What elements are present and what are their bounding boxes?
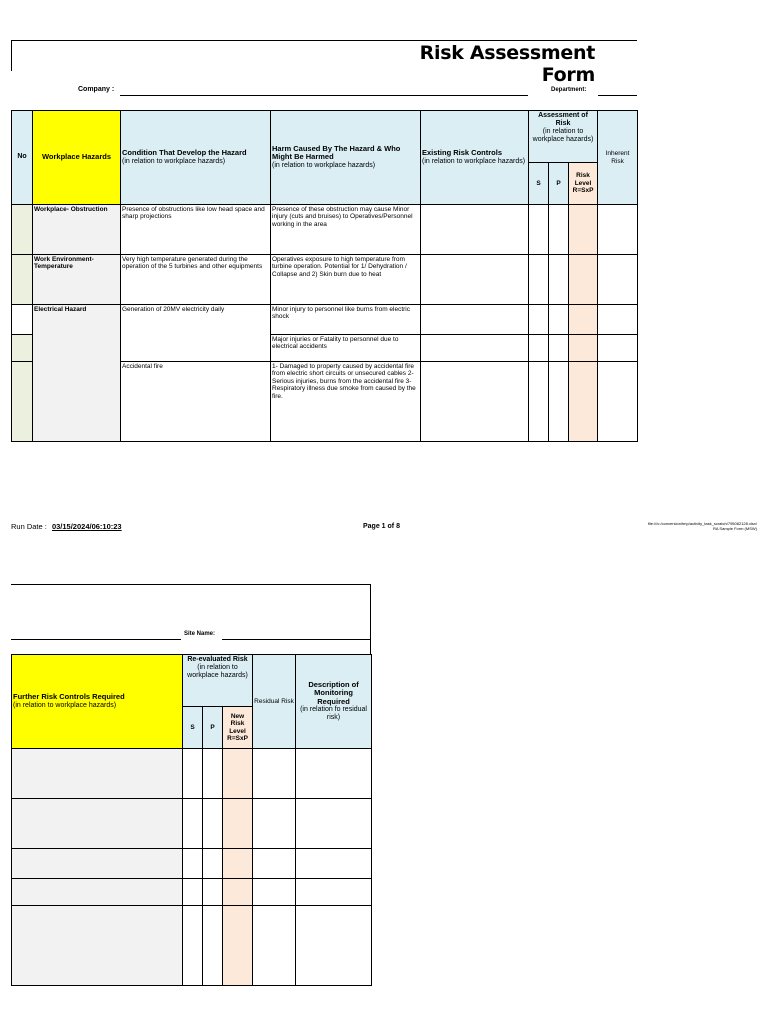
table-row xyxy=(12,799,372,849)
row-harm: 1- Damaged to property caused by accidental fire from electric short circuits or unsecured cables 2- Serious injuries, burns from the accidental fire 3- Respiratory illness due smoke from caused by the fire. xyxy=(271,362,421,442)
header-s: S xyxy=(183,707,203,749)
row-p[interactable] xyxy=(203,849,223,879)
table-row xyxy=(12,205,638,255)
page2-right-border xyxy=(370,584,371,654)
row-residual[interactable] xyxy=(253,749,296,799)
row-inherent[interactable] xyxy=(598,305,638,335)
file-path xyxy=(600,521,757,531)
row-s[interactable] xyxy=(529,205,549,255)
row-existing[interactable] xyxy=(421,205,529,255)
page-title: Risk Assessment Form xyxy=(419,42,595,86)
row-risk-level xyxy=(569,205,598,255)
row-monitoring[interactable] xyxy=(296,749,372,799)
row-s[interactable] xyxy=(529,335,549,362)
header-existing-title: Existing Risk Controls xyxy=(422,148,503,158)
row-p[interactable] xyxy=(549,205,569,255)
row-harm: Operatives exposure to high temperature from turbine operation. Potential for 1/ Dehydration / Collapse and 2) Skin burn due to heat xyxy=(271,255,421,305)
row-residual[interactable] xyxy=(253,799,296,849)
file-name-line: RA Sample Form (MSW) xyxy=(712,526,757,532)
row-condition: Generation of 20MV electricity daily xyxy=(121,305,271,362)
header-harm xyxy=(271,111,421,205)
header-further-sub: (in relation to workplace hazards) xyxy=(13,701,117,709)
company-label: Company : xyxy=(78,86,115,93)
row-harm: Major injuries or Fatality to personnel due to electrical accidents xyxy=(271,335,421,362)
header-further-controls xyxy=(12,655,183,749)
title-border xyxy=(11,40,12,71)
row-existing[interactable] xyxy=(421,362,529,442)
row-risk-level xyxy=(569,255,598,305)
row-new-risk xyxy=(223,906,253,986)
table-row xyxy=(12,305,638,335)
row-risk-level xyxy=(569,335,598,362)
row-p[interactable] xyxy=(203,906,223,986)
header-existing-controls xyxy=(421,111,529,205)
row-s[interactable] xyxy=(529,255,549,305)
table-row xyxy=(12,255,638,305)
header-harm-sub: (in relation to workplace hazards) xyxy=(272,162,376,170)
header-assessment-title: Assessment of Risk xyxy=(538,112,588,128)
row-hazard: Workplace- Obstruction xyxy=(33,205,121,255)
row-p[interactable] xyxy=(203,799,223,849)
page2-top-rule xyxy=(11,584,371,585)
page-number: Page 1 of 8 xyxy=(363,523,400,530)
site-name-field[interactable] xyxy=(222,639,371,640)
row-existing[interactable] xyxy=(421,335,529,362)
row-hazard: Work Environment- Temperature xyxy=(33,255,121,305)
title-rule xyxy=(11,40,637,41)
header-new-risk-level: New Risk Level R=SxP xyxy=(223,707,253,749)
row-further-controls[interactable] xyxy=(12,906,183,986)
row-no xyxy=(12,205,33,255)
header-reevaluated xyxy=(183,655,253,707)
row-monitoring[interactable] xyxy=(296,906,372,986)
row-monitoring[interactable] xyxy=(296,799,372,849)
row-new-risk xyxy=(223,849,253,879)
row-inherent[interactable] xyxy=(598,335,638,362)
row-further-controls[interactable] xyxy=(12,799,183,849)
row-residual[interactable] xyxy=(253,849,296,879)
row-p[interactable] xyxy=(203,879,223,906)
row-no xyxy=(12,305,33,335)
run-date xyxy=(11,522,122,531)
header-further-title: Further Risk Controls Required xyxy=(13,692,125,702)
header-s: S xyxy=(529,163,549,205)
row-existing[interactable] xyxy=(421,255,529,305)
row-inherent[interactable] xyxy=(598,362,638,442)
row-condition: Very high temperature generated during the operation of the 5 turbines and other equipments xyxy=(121,255,271,305)
row-further-controls[interactable] xyxy=(12,849,183,879)
row-further-controls[interactable] xyxy=(12,749,183,799)
table-row xyxy=(12,879,372,906)
row-s[interactable] xyxy=(529,305,549,335)
header-p: P xyxy=(203,707,223,749)
row-p[interactable] xyxy=(549,255,569,305)
header-reevaluated-title: Re-evaluated Risk xyxy=(187,656,248,663)
header-existing-sub: (in relation to workplace hazards) xyxy=(422,157,526,165)
run-date-value: 03/15/2024/06:10:23 xyxy=(51,522,122,531)
row-risk-level xyxy=(569,305,598,335)
header-residual-risk: Residual Risk xyxy=(253,655,296,749)
row-p[interactable] xyxy=(549,335,569,362)
header-assessment xyxy=(529,111,598,163)
row-harm: Minor injury to personnel like burns from electric shock xyxy=(271,305,421,335)
row-no xyxy=(12,362,33,442)
file-path-line: file:///c:/conversion/tmp/activity_task_scratch/795082128.xlsx/ xyxy=(647,521,757,526)
header-condition-title: Condition That Develop the Hazard xyxy=(122,148,247,158)
table-row xyxy=(12,749,372,799)
header-condition-sub: (in relation to workplace hazards) xyxy=(122,157,226,165)
row-monitoring[interactable] xyxy=(296,879,372,906)
row-harm: Presence of these obstruction may cause Minor injury (cuts and bruises) to Operatives/Personnel working in the area xyxy=(271,205,421,255)
risk-assessment-table xyxy=(11,110,638,442)
row-inherent[interactable] xyxy=(598,205,638,255)
header-condition xyxy=(121,111,271,205)
row-hazard: Electrical Hazard xyxy=(33,305,121,442)
row-s[interactable] xyxy=(183,749,203,799)
further-controls-table xyxy=(11,654,372,986)
table-row xyxy=(12,849,372,879)
site-name-label: Site Name: xyxy=(184,631,216,637)
row-s[interactable] xyxy=(183,906,203,986)
row-s[interactable] xyxy=(183,799,203,849)
header-monitoring-sub: (in relation fo residual risk) xyxy=(300,706,367,722)
row-existing[interactable] xyxy=(421,305,529,335)
header-reevaluated-sub: (in relation to workplace hazards) xyxy=(187,664,248,680)
header-p: P xyxy=(549,163,569,205)
row-p[interactable] xyxy=(203,749,223,799)
header-monitoring xyxy=(296,655,372,749)
row-p[interactable] xyxy=(549,362,569,442)
header-workplace-hazards: Workplace Hazards xyxy=(33,111,121,205)
header-no: No xyxy=(12,111,33,205)
row-condition: Accidental fire xyxy=(121,362,271,442)
company-field[interactable] xyxy=(120,95,528,96)
row-no xyxy=(12,255,33,305)
department-label: Department: xyxy=(551,87,587,93)
row-new-risk xyxy=(223,749,253,799)
row-condition: Presence of obstructions like low head space and sharp projections xyxy=(121,205,271,255)
row-s[interactable] xyxy=(183,879,203,906)
row-inherent[interactable] xyxy=(598,255,638,305)
row-p[interactable] xyxy=(549,305,569,335)
table-row xyxy=(12,906,372,986)
row-residual[interactable] xyxy=(253,906,296,986)
row-s[interactable] xyxy=(529,362,549,442)
row-risk-level xyxy=(569,362,598,442)
header-risk-level: Risk Level R=SxP xyxy=(569,163,598,205)
row-new-risk xyxy=(223,879,253,906)
header-harm-title: Harm Caused By The Hazard & Who Might Be Harmed xyxy=(272,143,401,162)
row-new-risk xyxy=(223,799,253,849)
header-assessment-sub: (in relation to workplace hazards) xyxy=(532,128,594,144)
row-further-controls[interactable] xyxy=(12,879,183,906)
row-no xyxy=(12,335,33,362)
header-inherent-risk: Inherent Risk xyxy=(598,111,638,205)
department-field[interactable] xyxy=(598,95,637,96)
row-residual[interactable] xyxy=(253,879,296,906)
run-date-label: Run Date : xyxy=(11,522,47,531)
row-monitoring[interactable] xyxy=(296,849,372,879)
page2-blank-field[interactable] xyxy=(11,639,181,640)
header-monitoring-title: Description of Monitoring Required xyxy=(308,679,359,706)
row-s[interactable] xyxy=(183,849,203,879)
